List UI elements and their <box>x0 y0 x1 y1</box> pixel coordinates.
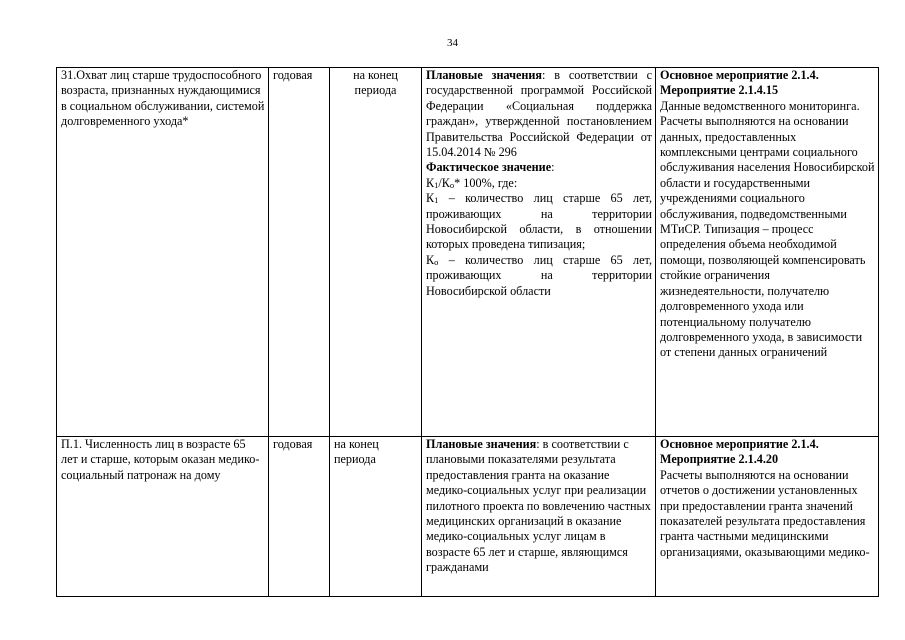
periodicity-cell <box>269 437 330 597</box>
k1-definition <box>426 191 652 253</box>
page-number: 34 <box>447 37 458 49</box>
formula-k0-subscript: о <box>449 179 455 190</box>
indicator-name: 31.Охват лиц старше трудоспособного возраста, признанных нуждающимися в социальном обслуживании, системой долговременного ухода* <box>61 68 265 129</box>
k0-text: – количество лиц старше 65 лет, проживающих на территории Новосибирской области <box>426 252 652 298</box>
formula-slash-k: /К <box>438 175 450 190</box>
source-title-main: Основное мероприятие 2.1.4. <box>660 437 819 451</box>
calculation-cell <box>422 437 656 597</box>
periodicity: годовая <box>273 437 313 451</box>
formula-rest: * 100%, где: <box>454 175 518 190</box>
k0-symbol: К <box>426 252 435 267</box>
indicator-cell <box>57 437 269 597</box>
period-cell <box>330 68 422 437</box>
calculation-cell <box>422 68 656 437</box>
period: на конец периода <box>353 68 398 98</box>
formula <box>426 176 652 191</box>
planned-label: Плановые значения <box>426 437 537 451</box>
formula-k1-subscript: 1 <box>434 179 439 190</box>
actual-colon: : <box>551 160 555 175</box>
formula-k: К <box>426 175 435 190</box>
indicator-cell <box>57 68 269 437</box>
indicators-table <box>56 67 879 597</box>
source-text: Данные ведомственного мониторинга. Расчеты выполняются на основании данных, предоставленных комплексными центрами социального обслуживания населения Новосибирской области и государственными учреждениями социального обслуживания, подведомственными МТиСР. Типизация – процесс определения объема необходимой помощи, позволяющей компенсировать стойкие ограничения жизнедеятельности, получателю долговременного ухода или потенциальному получателю долговременного ухода, в зависимости от степени данных ограничений <box>660 98 875 360</box>
period-cell <box>330 437 422 597</box>
planned-label: Плановые значения <box>426 68 543 82</box>
source-text: Расчеты выполняются на основании отчетов о достижении установленных при предоставлении гранта значений показателей результата предоставления гранта частными медицинскими организациями, оказывающими медико- <box>660 467 870 559</box>
k0-subscript: о <box>434 256 439 267</box>
k1-symbol: К <box>426 191 435 206</box>
actual-label: Фактическое значение <box>426 160 552 175</box>
source-title-main: Основное мероприятие 2.1.4. <box>660 68 819 82</box>
k1-subscript: 1 <box>434 195 439 206</box>
periodicity-cell <box>269 68 330 437</box>
k1-text: – количество лиц старше 65 лет, проживающих на территории Новосибирской области, в отношении которых проведена типизация; <box>426 191 652 252</box>
planned-text: : в соответствии с плановыми показателями результата предоставления гранта на оказание медико-социальных услуг при реализации пилотного проекта по вовлечению частных медицинских организаций в оказание медико-социальных услуг лицам в возрасте 65 лет и старше, являющимся гражданами <box>426 437 651 575</box>
period: на конец периода <box>334 437 379 467</box>
periodicity: годовая <box>273 68 313 82</box>
table-row <box>57 437 879 597</box>
source-title-sub: Мероприятие 2.1.4.15 <box>660 83 779 98</box>
source-cell <box>656 68 879 437</box>
source-cell <box>656 437 879 597</box>
table-row <box>57 68 879 437</box>
source-title-sub: Мероприятие 2.1.4.20 <box>660 452 779 467</box>
indicator-name: П.1. Численность лиц в возрасте 65 лет и старше, которым оказан медико-социальный патронаж на дому <box>61 437 260 482</box>
planned-text: : в соответствии с государственной программой Российской Федерации «Социальная поддержка граждан», утвержденной постановлением Правительства Российской Федерации от 15.04.2014 № 296 <box>426 68 652 160</box>
k0-definition <box>426 253 652 299</box>
actual-heading <box>426 160 652 175</box>
